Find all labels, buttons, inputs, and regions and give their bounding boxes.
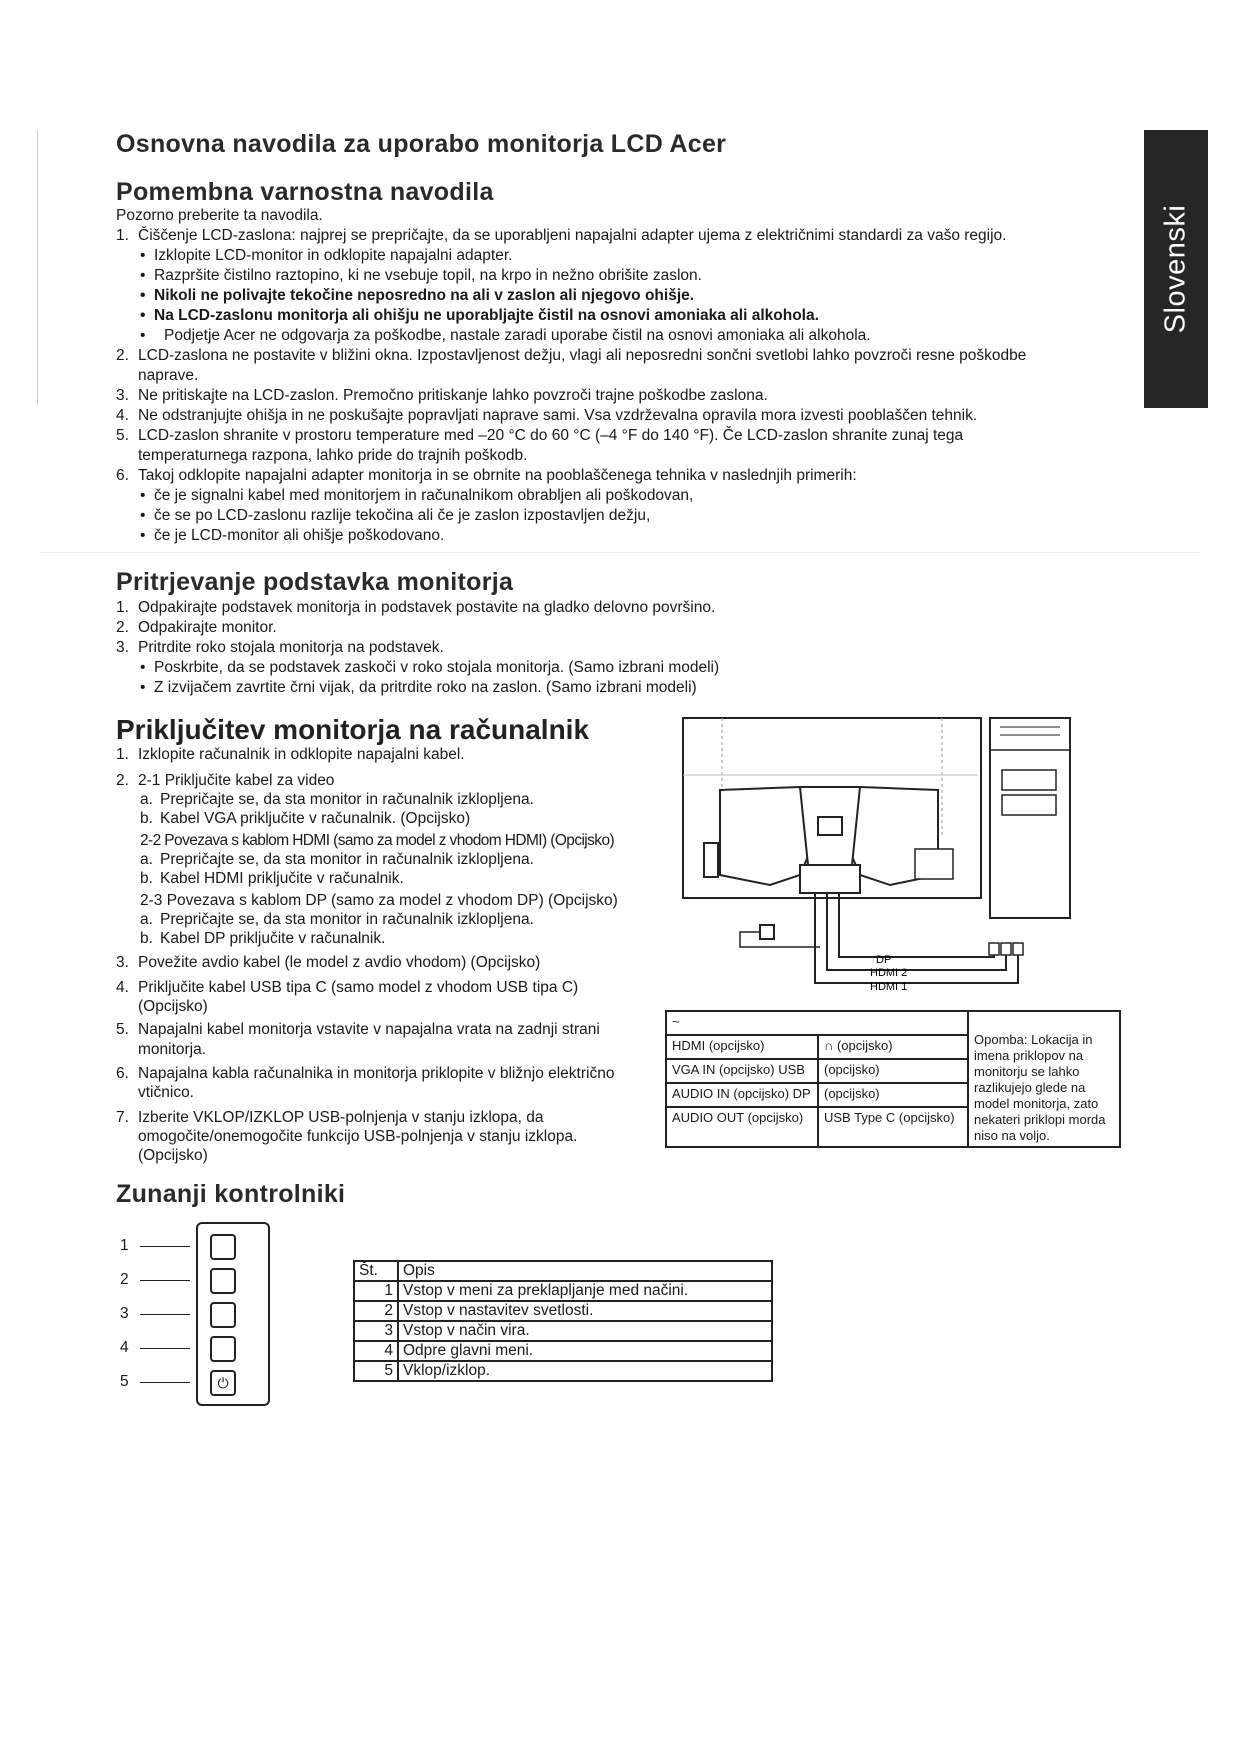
controls-table: [353, 1260, 773, 1382]
language-tab-label: Slovenski: [1159, 204, 1192, 334]
connection-diagram: [680, 715, 1080, 1005]
control-button-icon: [210, 1336, 236, 1362]
table-header: Opis: [398, 1261, 772, 1281]
language-tab: [1144, 130, 1208, 408]
margin-rule: [37, 130, 38, 405]
button-number: 2: [120, 1271, 129, 1288]
table-cell: Vstop v nastavitev svetlosti.: [398, 1301, 772, 1321]
page-title: Osnovna navodila za uporabo monitorja LCD Acer: [116, 130, 727, 158]
ports-table: [665, 1010, 1121, 1148]
table-row: [354, 1301, 772, 1321]
ports-note: Opomba: Lokacija in imena priklopov na monitorju se lahko razlikujejo glede na model monitorja, zato nekateri priklopi morda niso na voljo.: [968, 1011, 1120, 1147]
power-port-icon: [760, 925, 774, 939]
table-cell: Vklop/izklop.: [398, 1361, 772, 1381]
table-cell: VGA IN (opcijsko) USB: [666, 1059, 818, 1083]
table-cell: 1: [354, 1281, 398, 1301]
computer-tower: [990, 718, 1070, 918]
headphone-icon: ∩: [824, 1038, 837, 1053]
table-row: [354, 1321, 772, 1341]
table-cell: (opcijsko): [818, 1059, 968, 1083]
manual-page: Slovenski Osnovna navodila za uporabo monitorja LCD Acer Pomembna varnostna navodila Pozorno preberite ta navodila. 1. Čiščenje LCD-zaslona: najprej se prepričajte, da se uporabljeni napajalni adapter ujema z električnimi standardi za vašo regijo. • Izklopite LCD-monitor in odklopite napajalni adapter. • Razpršite čistilno raztopino, ki ne vsebuje topil, na krpo in nežno obrišite zaslon. • Nikoli ne polivajte tekočine neposredno na ali v zaslon ali njegovo ohišje. • Na LCD-zaslonu monitorja ali ohišju ne uporabljajte čistil na osnovi amoniaka ali alkohola. • Podjetje Acer ne odgovarja za poškodbe, nastale zaradi uporabe čistil na osnovi amoniaka ali alkohola. 2. LCD-zaslona ne postavite v bližini okna. Izpostavljenost dežju, vlagi ali neposredni sončni svetlobi lahko povzroči resne poškodbe naprave. 3. Ne pritiskajte na LCD-zaslon. Premočno pritiskanje lahko povzroči trajne poškodbe zaslona. 4. Ne odstranjujte ohišja in ne poskušajte popravljati naprave sami. Vsa vzdrževalna opravila mora izvesti pooblaščen tehnik. 5. LCD-zaslon shranite v prostoru temperature med –20 °C do 60 °C (–4 °F do 140 °F). Če LCD-zaslon shranite zunaj tega temperaturnega razpona, lahko pride do trajnih poškodb. 6. Takoj odklopite napajalni adapter monitorja in se obrnite na pooblaščenega tehnika v naslednjih primerih: • če je signalni kabel med monitorjem in računalnikom obrabljen ali poškodovan, • če se po LCD-zaslonu razlije tekočina ali če je zaslon izpostavljen dežju, • če je LCD-monitor ali ohišje poškodovano. Pritrjevanje podstavka monitorja 1. Odpakirajte podstavek monitorja in podstavek postavite na gladko delovno površino. 2. Odpakirajte monitor. 3. Pritrdite roko stojala monitorja na podstavek. • Poskrbite, da se podstavek zaskoči v roko stojala monitorja. (Samo izbrani modeli) • Z izvijačem zavrtite črni vijak, da pritrdite roko na zaslon. (Samo izbrani modeli) Priključitev monitorja na računalnik 1. Izklopite računalnik in odklopite napajalni kabel. 2. 2-1 Priključite kabel za video a. Prepričajte se, da sta monitor in računalnik izklopljena. b. Kabel VGA priključite v računalnik. (Opcijsko) 2-2 Povezava s kablom HDMI (samo za model z vhodom HDMI) (Opcijsko) a. Prepričajte se, da sta monitor in računalnik izklopljena. b. Kabel HDMI priključite v računalnik. 2-3 Povezava s kablom DP (samo za model z vhodom DP) (Opcijsko) a. Prepričajte se, da sta monitor in računalnik izklopljena. b. Kabel DP priključite v računalnik. 3. Povežite avdio kabel (le model z avdio vhodom) (Opcijsko) 4. Priključite kabel USB tipa C (samo model z vhodom USB tipa C) (Opcijsko) 5. Napajalni kabel monitorja vstavite v napajalna vrata na zadnji strani monitorja. 6. Napajalna kabla računalnika in monitorja priklopite v bližnjo električno vtičnico. 7. Izberite VKLOP/IZKLOP USB-polnjenja v stanju izklopa, da omogočite/onemogočite funkcijo USB-polnjenja v stanju izklopa. (Opcijsko) DP HDMI 2 HDMI 1 ~ Opomba: Lokacija in imena priklopov na monitorju se lahko razlikujejo glede na model monitorja, zato nekateri priklopi morda niso na voljo. HDMI (opcijsko) ∩ (opcijsko) VGA IN (opcijsko) USB (opcijsko) AUDIO IN (opcijsko) DP (opcijsko) AUDIO OUT (opcijsko) USB Type C (opcijsko) Zunanji kontrolniki 1 2 3 4 5 ⏻ Št. Opis 1 Vstop v meni za preklapljanje med načini. 2 Vstop v nastavitev svetlosti. 3 Vstop v način vira. 4 Odpre glavni meni. 5 Vklop/izklop.: [0, 0, 1241, 1754]
controls-diagram: [118, 1222, 278, 1407]
controls-heading: Zunanji kontrolniki: [116, 1180, 346, 1208]
table-row: [354, 1341, 772, 1361]
divider: [40, 552, 1200, 553]
table-cell: ∩ (opcijsko): [818, 1035, 968, 1059]
table-cell: Vstop v način vira.: [398, 1321, 772, 1341]
table-cell: HDMI (opcijsko): [666, 1035, 818, 1059]
button-number: 5: [120, 1373, 129, 1390]
port-panel: [800, 865, 860, 893]
safety-heading: Pomembna varnostna navodila: [116, 178, 494, 206]
table-cell: 3: [354, 1321, 398, 1341]
control-button-icon: [210, 1302, 236, 1328]
table-row: [354, 1281, 772, 1301]
table-cell: AUDIO IN (opcijsko) DP: [666, 1083, 818, 1107]
button-number: 3: [120, 1305, 129, 1322]
power-icon: ⏻: [210, 1370, 236, 1396]
control-button-icon: [210, 1268, 236, 1294]
table-cell: (opcijsko): [818, 1083, 968, 1107]
table-header: Št.: [354, 1261, 398, 1281]
table-cell: Odpre glavni meni.: [398, 1341, 772, 1361]
table-cell: 2: [354, 1301, 398, 1321]
ports-table-top: ~: [666, 1011, 968, 1035]
connect-heading: Priključitev monitorja na računalnik: [116, 714, 590, 745]
table-cell: USB Type C (opcijsko): [818, 1107, 968, 1147]
table-cell: 4: [354, 1341, 398, 1361]
table-cell: Vstop v meni za preklapljanje med načini.: [398, 1281, 772, 1301]
control-button-icon: [210, 1234, 236, 1260]
hdmi2-label: HDMI 2: [870, 967, 908, 979]
table-row: [354, 1361, 772, 1381]
dp-label: DP: [876, 954, 892, 966]
button-number: 4: [120, 1339, 129, 1356]
safety-intro: Pozorno preberite ta navodila.: [116, 207, 323, 224]
table-cell: 5: [354, 1361, 398, 1381]
stand-heading: Pritrjevanje podstavka monitorja: [116, 568, 514, 596]
table-cell: AUDIO OUT (opcijsko): [666, 1107, 818, 1147]
button-number: 1: [120, 1237, 129, 1254]
hdmi1-label: HDMI 1: [870, 981, 908, 993]
button-panel: [704, 843, 718, 877]
